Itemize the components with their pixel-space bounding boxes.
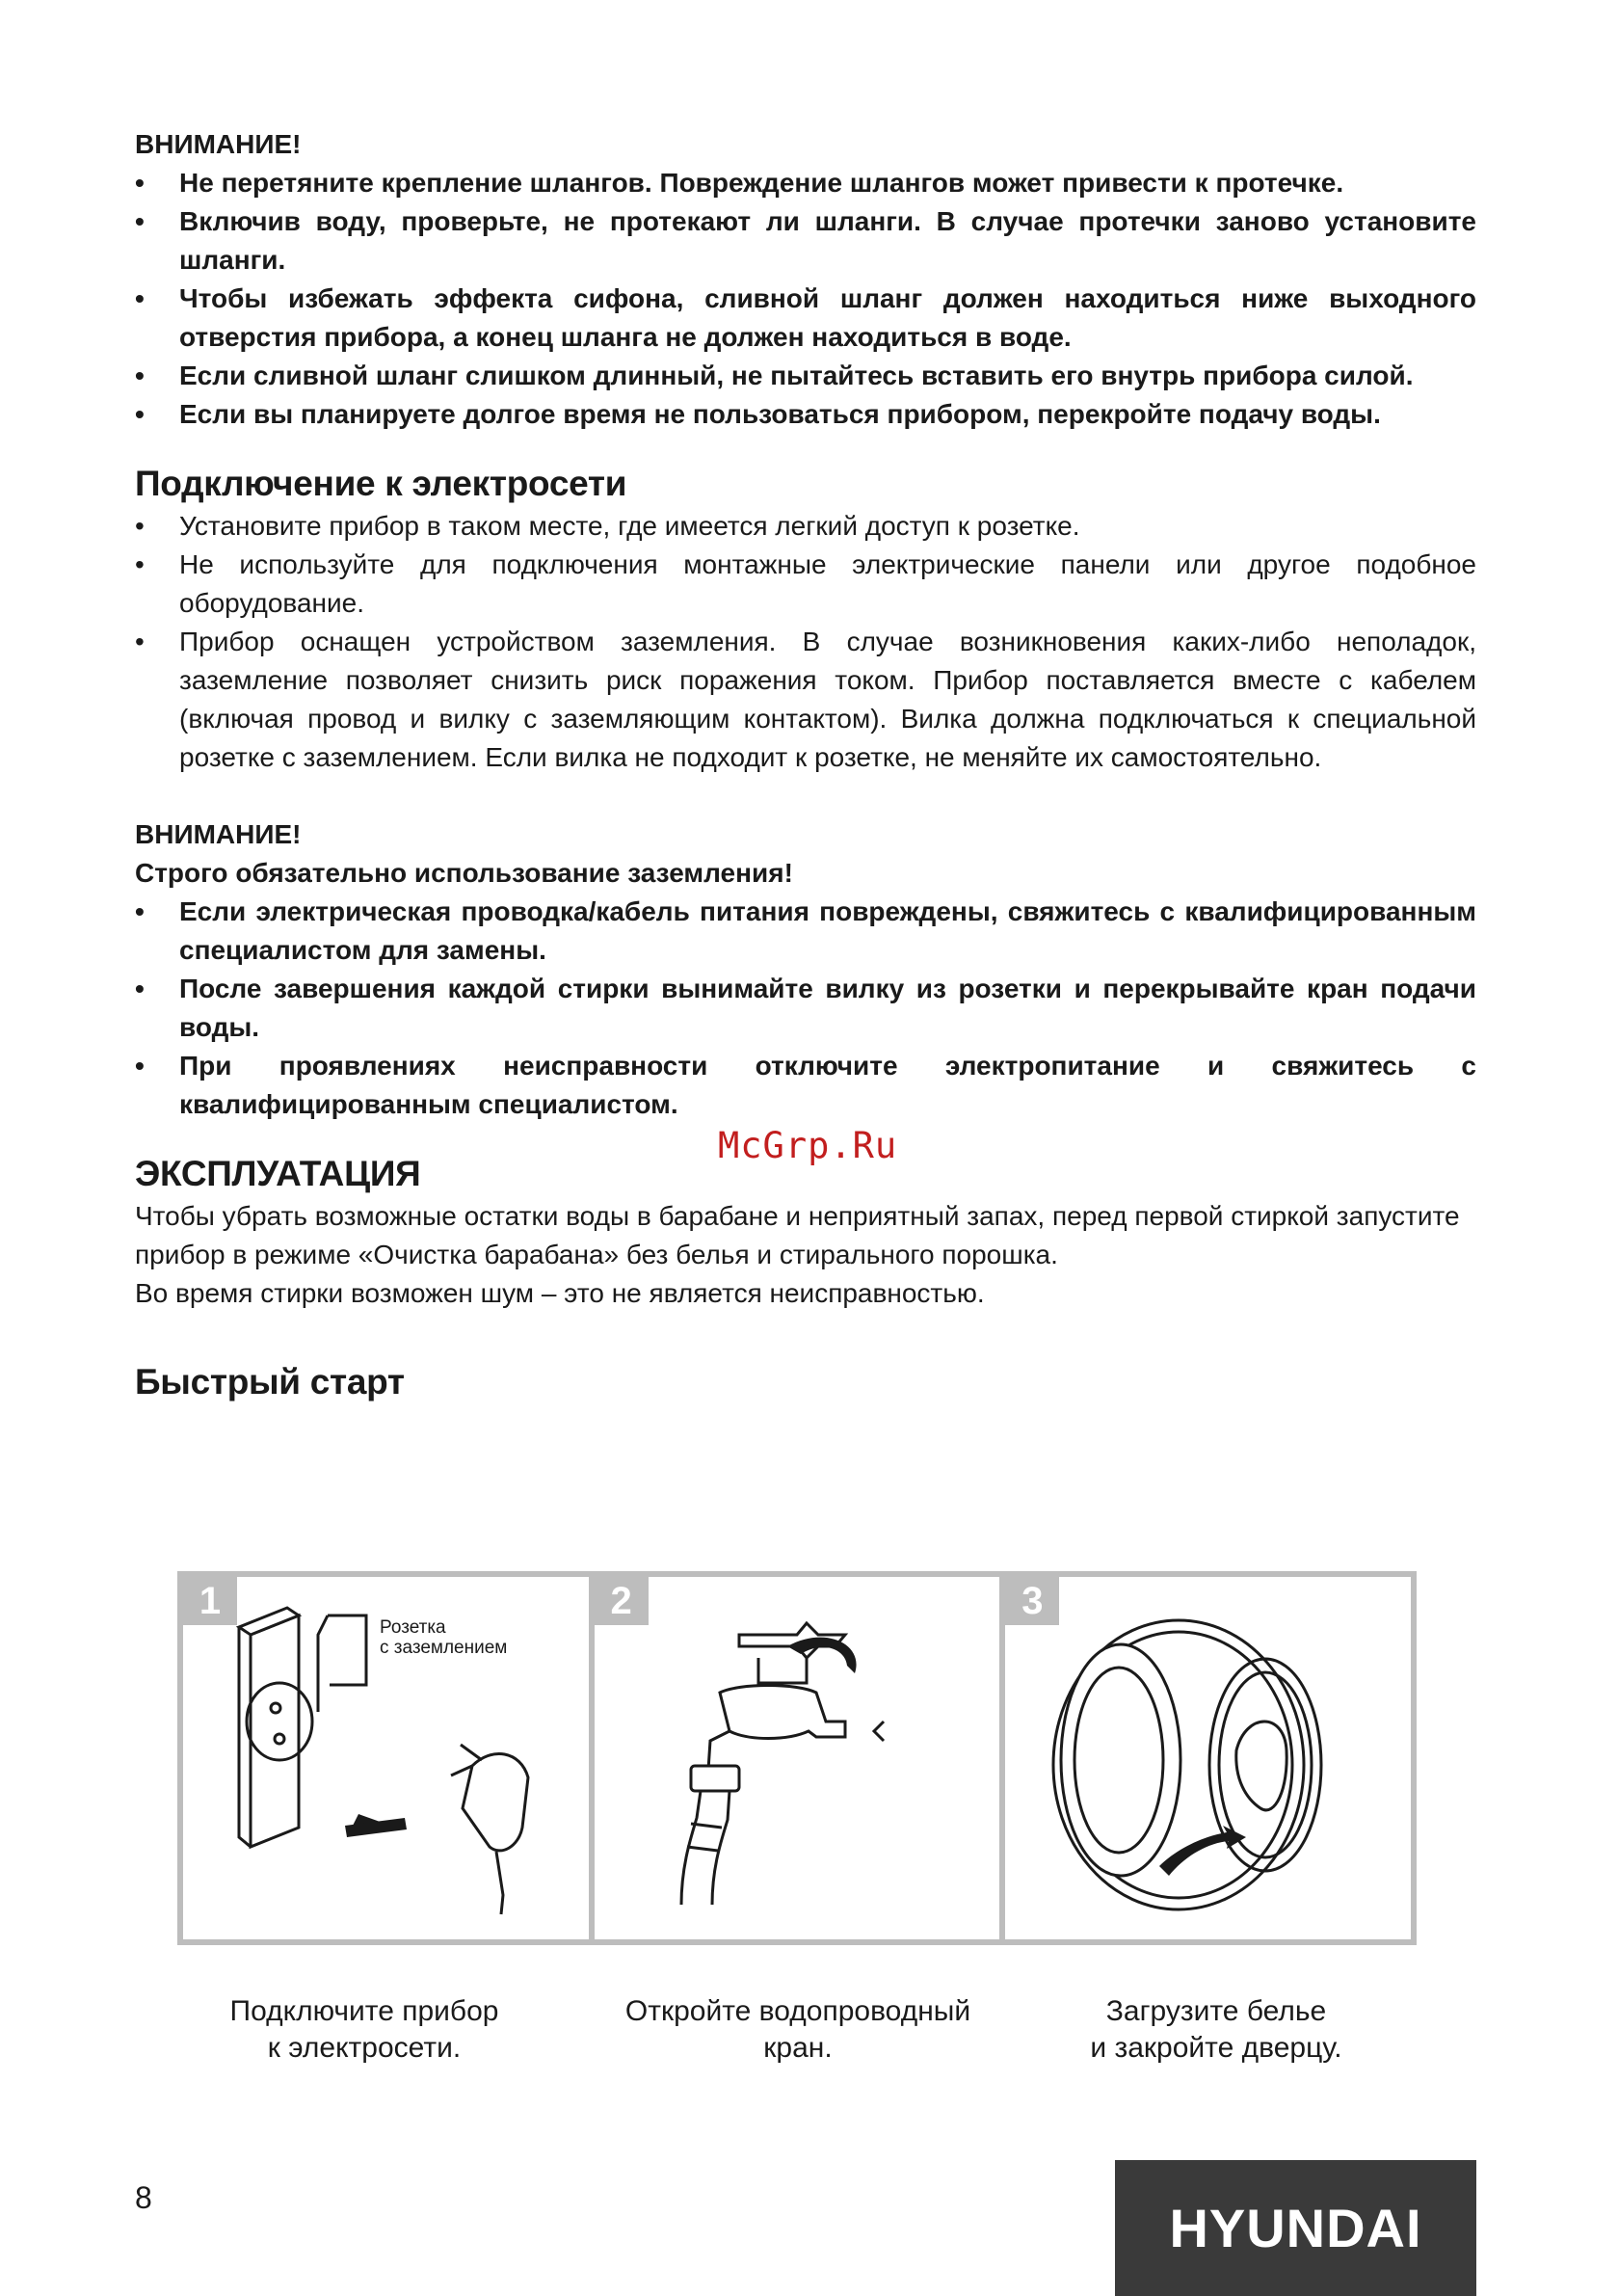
page-content <box>135 125 1476 1405</box>
page-number: 8 <box>135 2180 152 2215</box>
step-number: 1 <box>183 1577 237 1625</box>
caption-line: Загрузите белье <box>1105 1995 1327 2027</box>
list-item: • Не перетяните крепление шлангов. Повреждение шлангов может привести к протечке. <box>135 164 1476 202</box>
section-heading-quickstart: Быстрый старт <box>135 1362 405 1402</box>
watermark: McGrp.Ru <box>718 1125 898 1166</box>
caption-line: кран. <box>763 2032 833 2064</box>
step-number: 2 <box>595 1577 649 1625</box>
list-item: • После завершения каждой стирки вынимайте вилку из розетки и перекрывайте кран подачи воды. <box>135 970 1476 1047</box>
caption-line: Подключите прибор <box>229 1995 499 2027</box>
caption-line: и закройте дверцу. <box>1090 2032 1342 2064</box>
power-list <box>135 507 1476 777</box>
step-panel-1 <box>183 1577 589 1939</box>
step-number: 3 <box>1005 1577 1059 1625</box>
warning-list <box>135 893 1476 1124</box>
section-heading-power: Подключение к электросети <box>135 464 627 503</box>
list-item: • Включив воду, проверьте, не протекают ли шланги. В случае протечки заново установите шланги. <box>135 202 1476 280</box>
list-item: • Чтобы избежать эффекта сифона, сливной шланг должен находиться ниже выходного отверстия прибора, а конец шланга не должен находиться в воде. <box>135 280 1476 357</box>
step-caption-3 <box>1014 1993 1419 2067</box>
caption-line: Откройте водопроводный <box>624 1995 971 2027</box>
quickstart-panels <box>177 1571 1417 1945</box>
caption-line: к электросети. <box>267 2032 462 2064</box>
paragraph: Чтобы убрать возможные остатки воды в барабане и неприятный запах, перед первой стиркой запустите прибор в режиме «Очистка барабана» без белья и стирального порошка. <box>135 1201 1460 1269</box>
brand-logo: HYUNDAI <box>1115 2160 1476 2296</box>
list-item: • Не используйте для подключения монтажные электрические панели или другое подобное оборудование. <box>135 546 1476 623</box>
warning-list <box>135 164 1476 434</box>
water-tap-icon <box>595 1577 997 1939</box>
warning-subtitle: Строго обязательно использование заземления! <box>135 858 793 888</box>
list-item: • Прибор оснащен устройством заземления. В случае возникновения каких-либо неполадок, заземление позволяет снизить риск поражения током. Прибор поставляется вместе с кабелем (включая провод и вилку с заземляющим контактом). Вилка должна подключаться к специальной розетке с заземлением. Если вилка не подходит к розетке, не меняйте их самостоятельно. <box>135 623 1476 777</box>
socket-label: с заземлением <box>380 1638 508 1658</box>
section-heading-operation: ЭКСПЛУАТАЦИЯ <box>135 1154 421 1193</box>
washer-door-icon <box>1005 1577 1408 1939</box>
step-caption-2 <box>596 1993 1000 2067</box>
step-panel-3 <box>1005 1577 1411 1939</box>
list-item: • Если сливной шланг слишком длинный, не пытайтесь вставить его внутрь прибора силой. <box>135 357 1476 395</box>
list-item: • Если вы планируете долгое время не пользоваться прибором, перекройте подачу воды. <box>135 395 1476 434</box>
list-item: • Если электрическая проводка/кабель питания повреждены, свяжитесь с квалифицированным специалистом для замены. <box>135 893 1476 970</box>
paragraph: Во время стирки возможен шум – это не является неисправностью. <box>135 1278 985 1308</box>
step-panel-2 <box>595 1577 1000 1939</box>
warning-title: ВНИМАНИЕ! <box>135 819 302 849</box>
list-item: • Установите прибор в таком месте, где имеется легкий доступ к розетке. <box>135 507 1476 546</box>
warning-title: ВНИМАНИЕ! <box>135 129 302 159</box>
step-caption-1 <box>162 1993 567 2067</box>
socket-label: Розетка <box>380 1617 446 1638</box>
list-item: • При проявлениях неисправности отключите электропитание и свяжитесь с квалифицированным специалистом. <box>135 1047 1476 1124</box>
socket-plug-icon <box>183 1577 586 1939</box>
